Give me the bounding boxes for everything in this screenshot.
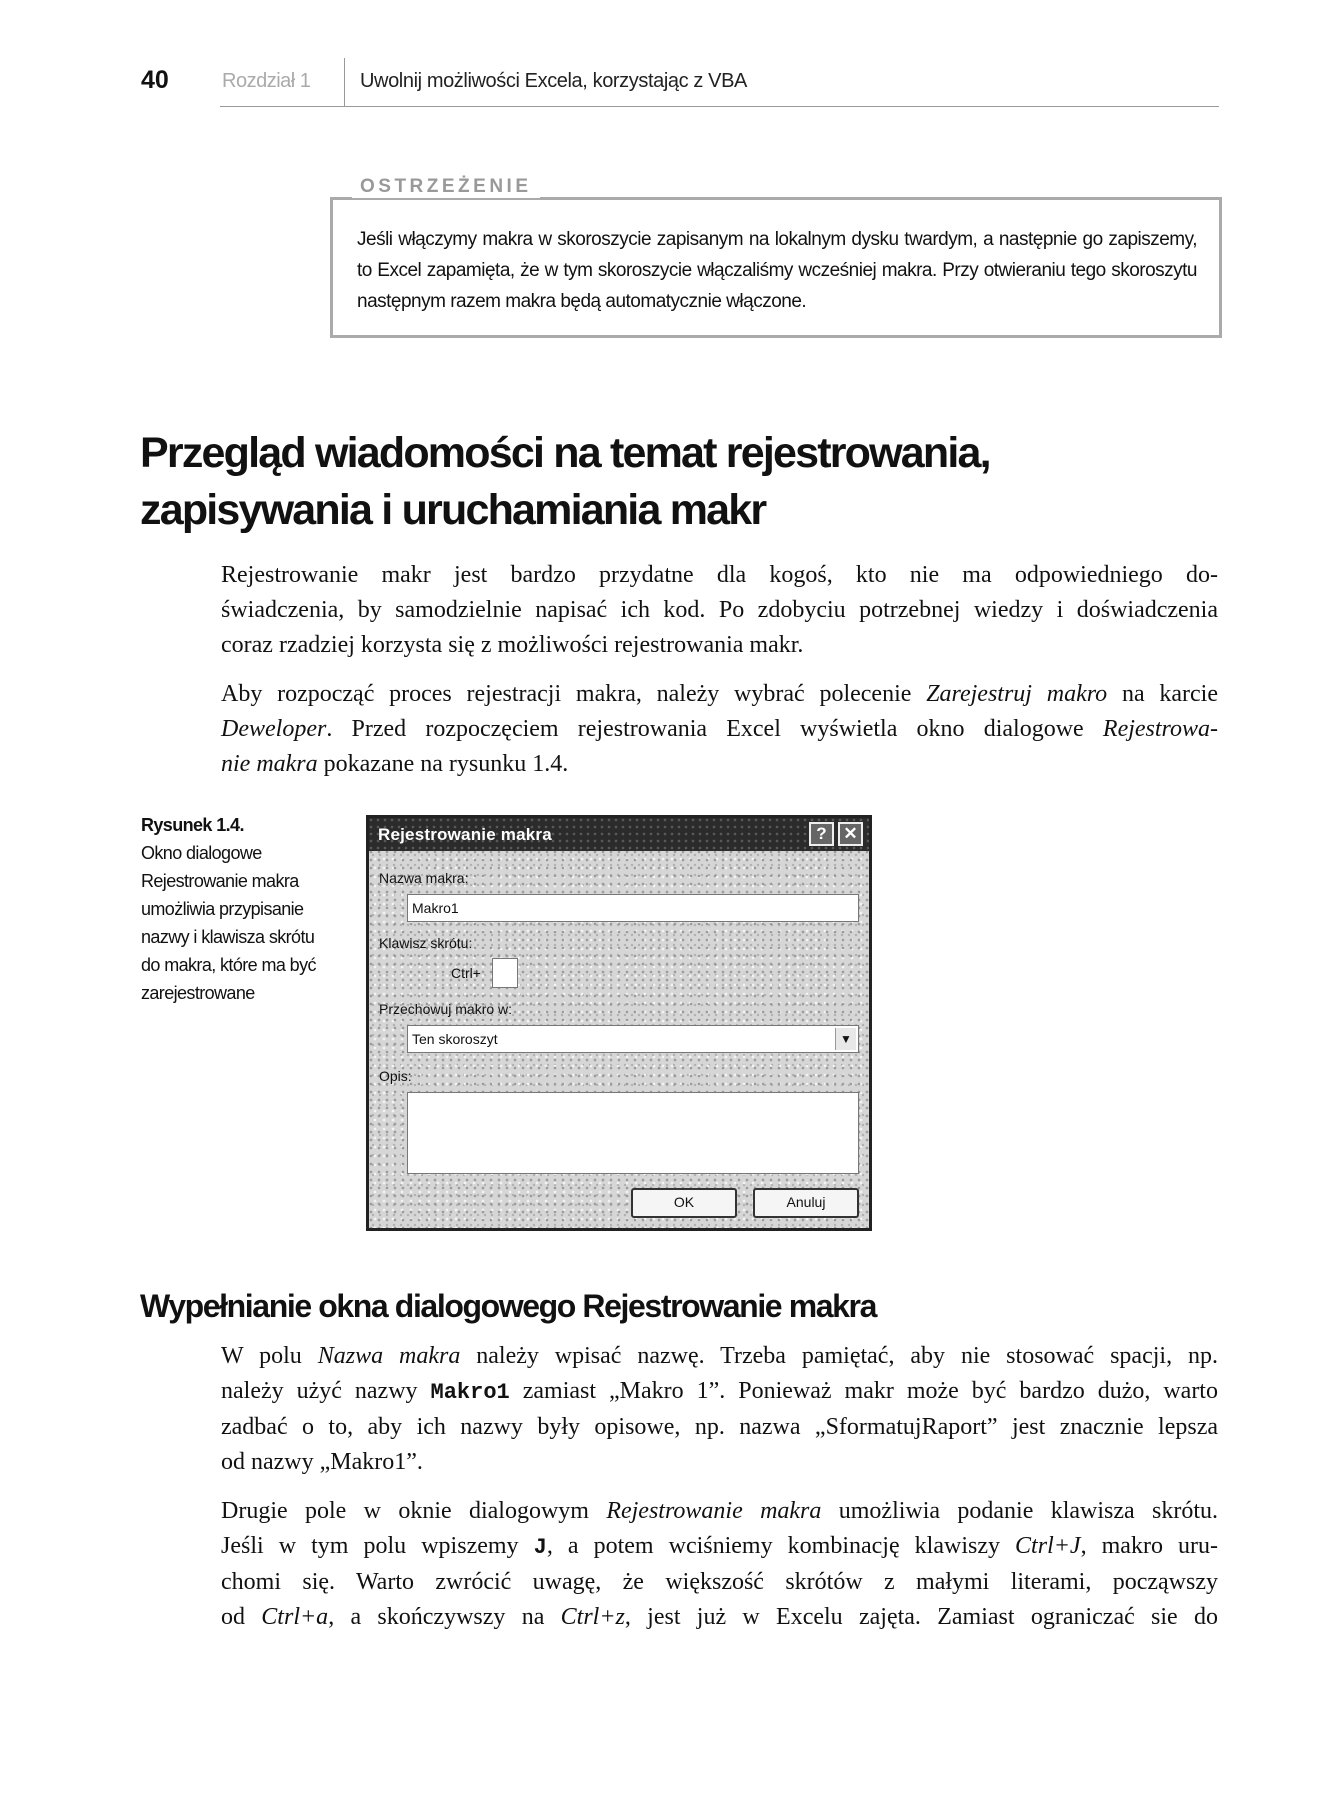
caption-line: umożliwia przypisanie [141,899,304,919]
text-line: świadczenia, by samodzielnie napisać ich kod. Po zdobyciu potrzebnej wiedzy i doświadczenia [221,597,1218,623]
italic-term: Deweloper [221,716,327,742]
running-title: Uwolnij możliwości Excela, korzystając z VBA [360,70,747,92]
paragraph [221,677,1218,782]
header-rule [220,106,1219,107]
description-label: Opis: [379,1068,412,1084]
caption-line: Okno dialogowe [141,843,262,863]
dialog-titlebar [369,818,869,851]
code-term: Makro1 [430,1380,510,1405]
record-macro-dialog [366,815,872,1231]
text-line: chomi się. Warto zwrócić uwagę, że większość skrótów z małymi literami, począwszy [221,1569,1218,1595]
description-textarea[interactable] [407,1092,859,1174]
italic-term: Ctrl+a [261,1604,329,1630]
close-button[interactable]: ✕ [838,822,863,846]
caption-line: do makra, które ma być [141,955,316,975]
text-line: należy użyć nazwy Makro1 zamiast „Makro 1”. Ponieważ makr może być bardzo dużo, warto [221,1378,1218,1405]
text-line: Aby rozpocząć proces rejestracji makra, należy wybrać polecenie Zarejestruj makro na karcie [221,681,1219,707]
shortcut-key-input[interactable] [492,958,518,988]
macro-name-label: Nazwa makra: [379,870,469,886]
italic-term: Rejestrowanie makra [606,1498,822,1524]
text-line: Rejestrowanie makr jest bardzo przydatne dla kogoś, kto nie ma odpowiedniego do- [221,562,1218,588]
warning-text: Jeśli włączymy makra w skoroszycie zapisanym na lokalnym dysku twardym, a następnie go zapiszemy, to Excel zapamięta, że w tym skoroszycie włączaliśmy wcześniej makra. Przy otwieraniu tego skoroszytu następnym razem makra będą automatycznie włączone. [357,229,1197,312]
warning-label: OSTRZEŻENIE [352,176,540,198]
section-heading-line: zapisywania i uruchamiania makr [140,486,766,534]
help-button[interactable]: ? [809,822,834,846]
subsection-heading: Wypełnianie okna dialogowego Rejestrowanie makra [140,1288,876,1324]
caption-line: zarejestrowane [141,983,255,1003]
section-heading-line: Przegląd wiadomości na temat rejestrowania, [140,429,990,477]
text-line: Deweloper. Przed rozpoczęciem rejestrowania Excel wyświetla okno dialogowe Rejestrowa- [221,716,1218,742]
chapter-label: Rozdział 1 [222,70,311,92]
caption-line: nazwy i klawisza skrótu [141,927,315,947]
store-macro-label: Przechowuj makro w: [379,1001,513,1017]
italic-term: nie makra [221,751,318,777]
dialog-title: Rejestrowanie makra [378,825,552,844]
figure-caption [141,811,341,1007]
text-line: od nazwy „Makro1”. [221,1449,423,1475]
text-line: od Ctrl+a, a skończywszy na Ctrl+z, jest już w Excelu zajęta. Zamiast ograniczać sie do [221,1604,1218,1630]
macro-name-input[interactable]: Makro1 [407,894,859,922]
text-line: Drugie pole w oknie dialogowym Rejestrowanie makra umożliwia podanie klawisza skrótu. [221,1498,1219,1524]
text-line: Jeśli w tym polu wpiszemy J, a potem wciśniemy kombinację klawiszy Ctrl+J, makro uru- [221,1533,1218,1560]
header-separator [344,58,345,106]
italic-term: Ctrl+z [560,1604,625,1630]
text-line: zadbać o to, aby ich nazwy były opisowe, np. nazwa „SformatujRaport” jest znacznie lepsza [221,1414,1218,1440]
italic-term: Ctrl+J [1015,1533,1081,1559]
text-line: nie makra pokazane na rysunku 1.4. [221,751,569,777]
paragraph [221,1339,1218,1480]
caption-line: Rejestrowanie makra [141,871,299,891]
ctrl-label: Ctrl+ [451,965,481,981]
ok-button[interactable]: OK [631,1188,737,1218]
paragraph [221,1494,1218,1635]
italic-term: Rejestrowa- [1102,716,1218,742]
chevron-down-icon[interactable]: ▼ [835,1028,856,1050]
figure-caption-title: Rysunek 1.4. [141,815,244,835]
section-heading [140,425,1190,539]
page-number: 40 [141,66,169,94]
shortcut-label: Klawisz skrótu: [379,935,473,951]
store-macro-value: Ten skoroszyt [412,1031,498,1047]
text-line: W polu Nazwa makra należy wpisać nazwę. Trzeba pamiętać, aby nie stosować spacji, np. [221,1343,1218,1369]
paragraph [221,558,1218,663]
text-line: coraz rzadziej korzysta się z możliwości rejestrowania makr. [221,632,804,658]
italic-term: Nazwa makra [317,1343,461,1369]
code-term: J [533,1535,547,1560]
store-macro-select[interactable] [407,1025,859,1053]
italic-term: Zarejestruj makro [926,681,1108,707]
cancel-button[interactable]: Anuluj [753,1188,859,1218]
